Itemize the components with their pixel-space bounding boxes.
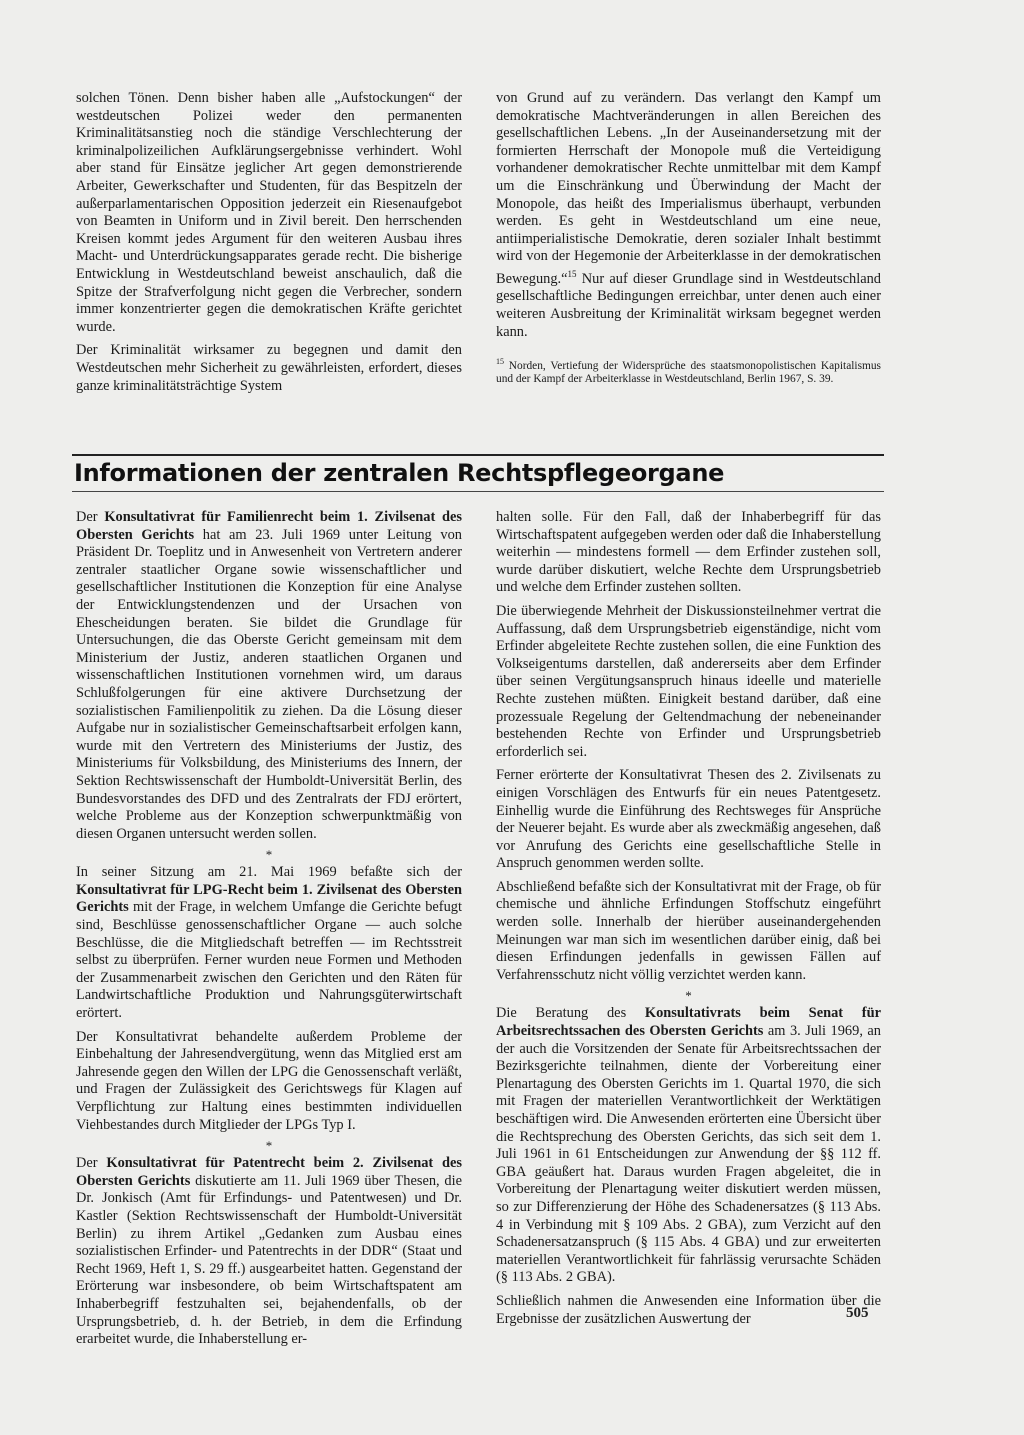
paragraph: halten solle. Für den Fall, daß der Inhaberbegriff für das Wirtschaftspatent aufgegeben werden oder daß die Inhaberstellung weiterhin — mindestens formell — dem Erfinder zustehen soll, wurde darüber diskutiert, welche Rechte dem Ursprungsbetrieb und welche dem Erfinder zustehen sollten. — [496, 509, 881, 596]
bold-run: Konsultativrats beim Senat für Arbeitsrechtssachen des Obersten Gerichts — [496, 1005, 881, 1040]
bold-run: Konsultativrat für Patentrecht beim 2. Zivilsenat des Obersten Gerichts — [76, 1155, 463, 1189]
separator-star: * — [265, 847, 273, 863]
page-number: 505 — [846, 1305, 869, 1321]
top-left-column — [76, 90, 462, 401]
bold-run: Konsultativrat für LPG-Recht beim 1. Zivilsenat des Obersten Gerichts — [76, 881, 462, 916]
top-right-column — [496, 90, 881, 386]
paragraph: Der Konsultativrat behandelte außerdem Probleme der Einbehaltung der Jahresendvergütung, wenn das Mitglied erst am Jahresende gegen den Willen der LPG die Genossenschaft verläßt, und Fragen der Zulässigkeit des Gerichtswegs für Klagen auf Verpflichtung zur Haltung eines bestimmten individuellen Viehbestandes durch Mitglieder der LPGs Typ I. — [76, 1028, 462, 1133]
paragraph — [496, 1005, 881, 1287]
bold-run: Konsultativrat für Familienrecht beim 1. Zivilsenat des Obersten Gerichts — [76, 509, 462, 543]
paragraph: Die überwiegende Mehrheit der Diskussionsteilnehmer vertrat die Auffassung, daß dem Ursprungsbetrieb eigenständige, nicht vom Erfinder abgeleitete Rechte zustehen sollen, die eine Funktion des Volkseigentums darstellen, daß andererseits aber dem Erfinder über seinen Vergütungsanspruch hinaus ideelle und materielle Rechte zustehen müßten. Einigkeit bestand darüber, daß eine prozessuale Regelung der Geltendmachung der nebeneinander bestehenden Rechte von Erfinder und Ursprungsbetrieb erforderlich sei. — [496, 602, 881, 760]
text-run: In seiner Sitzung am 21. Mai 1969 befaßte sich der — [76, 864, 462, 881]
bottom-right-column — [496, 509, 881, 1334]
paragraph — [496, 90, 881, 341]
footnote-ref: 15 — [567, 268, 577, 279]
section-heading: Informationen der zentralen Rechtspflegeorgane — [74, 459, 725, 487]
paragraph — [76, 864, 462, 1022]
text-run: diskutierte am 11. Juli 1969 über Thesen, die Dr. Jonkisch (Amt für Erfindungs- und Patentwesen) und Dr. Kastler (Sektion Rechtswissenschaft der Humboldt-Universität Berlin) zu ihrem Artikel „Gedanken zum Ausbau eines sozialistischen Erfinder- und Patentrechts in der DDR“ (Staat und Recht 1969, Heft 1, S. 29 ff.) ausgearbeitet hatten. Gegenstand der Erörterung war insbesondere, ob beim Wirtschaftspatent am Inhaberbegriff festzuhalten sei, bejahendenfalls, ob der Ursprungsbetrieb, d. h. der Betrieb, in dem die Erfindung erarbeitet wurde, die Inhaberstellung er- — [76, 1172, 462, 1348]
text-run: Der — [76, 509, 105, 525]
paragraph: Der Kriminalität wirksamer zu begegnen und damit den Westdeutschen mehr Sicherheit zu gewährleisten, erfordert, dieses ganze kriminalitätsträchtige System — [76, 342, 462, 394]
footnote-number: 15 — [496, 357, 504, 367]
text-run: Nur auf dieser Grundlage sind in Westdeutschland gesellschaftliche Bedingungen erreichbar, unter denen auch einer weiteren Ausbreitung der Kriminalität wirksam begegnet werden kann. — [496, 270, 881, 340]
text-run: hat am 23. Juli 1969 unter Leitung von Präsident Dr. Toeplitz und in Anwesenheit von Vertretern anderer zentraler staatlicher Organe sowie wissenschaftlicher und gesellschaftlicher Institutionen die Konzeption für eine Analyse der Entwicklungstendenzen und der Ursachen von Ehescheidungen beraten. Sie bildet die Grundlage für Untersuchungen, die das Oberste Gericht gemeinsam mit dem Ministerium der Justiz, anderen staatlichen Organen und wissenschaftlichen Institutionen vornehmen wird, um daraus Schlußfolgerungen für eine aktivere Durchsetzung der sozialistischen Familienpolitik zu ziehen. Da die Lösung dieser Aufgabe nur in sozialistischer Gemeinschaftsarbeit erfolgen kann, wurde mit den Vertretern des Ministeriums der Justiz, des Ministeriums für Volksbildung, des Ministeriums des Innern, der Sektion Rechtswissenschaft der Humboldt-Universität Berlin, des Bundesvorstandes des DFD und des Zentralrats der FDJ erörtert, welche Probleme aus der Konzeption schwerpunktmäßig von diesen Organen untersucht werden sollen. — [76, 526, 462, 842]
footnote-text: Norden, Vertiefung der Widersprüche des staatsmonopolistischen Kapitalismus und der Kampf der Arbeiterklasse in Westdeutschland, Berlin 1967, S. 39. — [496, 359, 881, 386]
paragraph: Abschließend befaßte sich der Konsultativrat mit der Frage, ob für chemische und ähnliche Erfindungen Stoffschutz eingeführt werden solle. Innerhalb der hierüber auseinandergehenden Meinungen war man sich im wesentlichen darüber einig, daß bei diesen Erfindungen jedenfalls in gewissen Fällen auf Verfahrensschutz nicht völlig verzichtet werden kann. — [496, 878, 881, 983]
paragraph — [76, 509, 462, 843]
bottom-left-column — [76, 509, 462, 1355]
paragraph: Ferner erörterte der Konsultativrat Thesen des 2. Zivilsenats zu einigen Vorschlägen des Entwurfs für ein neues Patentgesetz. Einhellig wurde die Einführung des Rechtsweges für Ansprüche der Neuerer bejaht. Es wurde aber als zweckmäßig angesehen, daß vor Anrufung des Gerichts eine gesellschaftliche Stelle in Anspruch genommen werden sollte. — [496, 767, 881, 872]
separator-star: * — [685, 988, 692, 1004]
footnote — [496, 355, 881, 386]
text-run: von Grund auf zu verändern. Das verlangt den Kampf um demokratische Machtveränderungen in allen Bereichen des gesellschaftlichen Lebens. „In der Auseinandersetzung mit der formierten Herrschaft der Monopole muß die Verteidigung vorhandener demokratischer Rechte unmittelbar mit dem Kampf um die Einschränkung und Überwindung der Macht der Monopole, das heißt des Imperialismus überhaupt, verbunden werden. Es geht in Westdeutschland um eine neue, antiimperialistische Demokratie, deren sozialer Inhalt bestimmt wird von der Hegemonie der Arbeiterklasse in der demokratischen Bewegung.“ — [496, 90, 881, 287]
text-run: am 3. Juli 1969, an der auch die Vorsitzenden der Senate für Arbeitsrechtssachen der Bezirksgerichte teilnahmen, diente der Vorbereitung einer Plenartagung des Obersten Gerichts im 1. Quartal 1970, die sich mit Fragen der materiellen Verantwortlichkeit der Werktätigen beschäftigen wird. Die Anwesenden erörterten eine Übersicht über die Rechtsprechung des Obersten Gerichts, das sich seit dem 1. Juli 1961 in 61 Entscheidungen zur Anwendung der §§ 112 ff. GBA geäußert hat. Daraus wurden Fragen abgeleitet, die in Vorbereitung der Plenartagung weiter diskutiert werden müssen, so zur Differenzierung der Höhe des Schadenersatzes (§ 113 Abs. 4 in Verbindung mit § 109 Abs. 2 GBA), zum Verzicht auf den Schadenersatzanspruch (§ 115 Abs. 4 GBA) und zur erweiterten materiellen Verantwortlichkeit für fahrlässig verursachte Schäden (§ 113 Abs. 2 GBA). — [496, 1023, 881, 1286]
separator-star: * — [265, 1138, 273, 1154]
heading-rule-top — [72, 454, 884, 456]
heading-rule-bottom — [72, 491, 884, 492]
paragraph — [76, 1155, 462, 1349]
text-run: Die Beratung des — [496, 1005, 645, 1022]
text-run: mit der Frage, in welchem Umfange die Gerichte befugt sind, Beschlüsse genossenschaftlicher Organe — auch solche Beschlüsse, die die Mitgliedschaft betreffen — im Rechtsstreit selbst zu überprüfen. Ferner wurden neue Formen und Methoden der Zusammenarbeit zwischen den Gerichten und den Räten für Landwirtschaftliche Produktion und Nahrungsgüterwirtschaft erörtert. — [76, 899, 462, 1022]
text-run: Der — [76, 1155, 107, 1172]
paragraph: solchen Tönen. Denn bisher haben alle „Aufstockungen“ der westdeutschen Polizei weder den permanenten Kriminalitätsanstieg noch die ständige Verschlechterung der kriminalpolizeilichen Aufklärungsergebnisse verhindert. Wohl aber stand für Einsätze jeglicher Art gegen demonstrierende Arbeiter, Gewerkschafter und Studenten, für das Bespitzeln der außerparlamentarischen Opposition jederzeit ein Riesenaufgebot von Beamten in Uniform und in Zivil bereit. Den herrschenden Kreisen kommt jedes Argument für den weiteren Ausbau ihres Macht- und Unterdrückungsapparates gerade recht. Die bisherige Entwicklung in Westdeutschland beweist anschaulich, daß die Spitze der Strafverfolgung nicht gegen die Verbrecher, sondern immer konzentrierter gegen die demokratischen Kräfte gerichtet wurde. — [76, 90, 462, 335]
paragraph: Schließlich nahmen die Anwesenden eine Information über die Ergebnisse der zusätzlichen Auswertung der — [496, 1292, 881, 1327]
